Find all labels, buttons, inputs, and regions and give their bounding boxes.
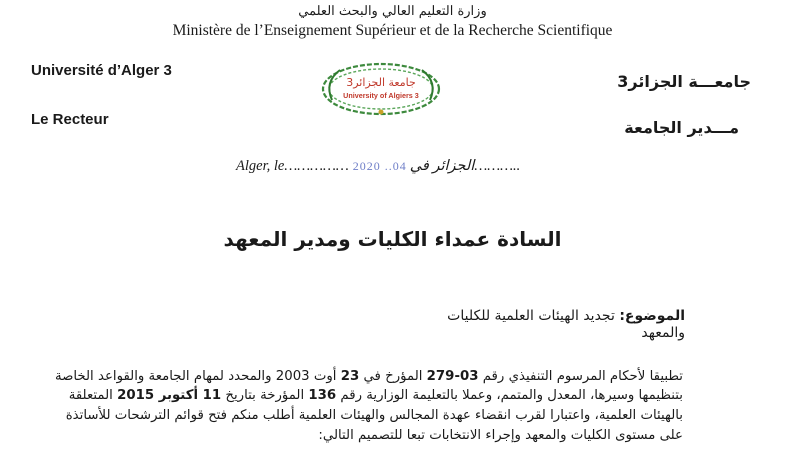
subject-text-continued: والمعهد bbox=[641, 325, 685, 341]
body-paragraph-line: على مستوى الكليات والمعهد وإجراء الانتخابات تبعا للتصميم التالي: bbox=[318, 428, 683, 443]
date-label-fr: Alger, le…………… bbox=[236, 158, 349, 174]
logo-text-ar: جامعة الجزائر3 bbox=[346, 76, 416, 89]
ministry-title-fr: Ministère de l’Enseignement Supérieur et de la Recherche Scientifique bbox=[172, 22, 613, 39]
university-name-ar: جامعـــة الجزائر3 bbox=[617, 72, 751, 91]
date-label-ar: الجزائر في……….. bbox=[409, 158, 521, 174]
body-text: المؤرخة بتاريخ bbox=[221, 388, 309, 403]
subject-line bbox=[447, 308, 685, 324]
instruction-date: 11 أكتوبر 2015 bbox=[117, 388, 222, 403]
instruction-number: 136 bbox=[308, 388, 337, 403]
rector-title-fr: Le Recteur bbox=[31, 111, 109, 128]
body-text: تطبيقا لأحكام المرسوم التنفيذي رقم bbox=[478, 369, 683, 384]
university-logo bbox=[318, 60, 444, 116]
body-text: المتعلقة bbox=[68, 388, 118, 403]
university-name-fr: Université d’Alger 3 bbox=[31, 62, 172, 79]
decree-number: 03-279 bbox=[426, 369, 479, 384]
addressee-heading: السادة عمداء الكليات ومدير المعهد bbox=[223, 227, 562, 251]
ministry-title-ar: وزارة التعليم العالي والبحث العلمي bbox=[298, 4, 487, 19]
body-text: بتنظيمها وسيرها، المعدل والمتمم، وعملا بالتعليمة الوزارية رقم bbox=[336, 388, 683, 403]
logo-text-en: University of Algiers 3 bbox=[343, 91, 419, 100]
body-paragraph-line: بالهيئات العلمية، واعتبارا لقرب انقضاء عهدة المجالس والهيئات العلمية أطلب منكم فتح قوائم الترشحات للأساتذة bbox=[65, 408, 683, 423]
body-text: المؤرخ في bbox=[359, 369, 427, 384]
subject-label: الموضوع: bbox=[619, 308, 685, 324]
date-stamp: 2020 ..04 bbox=[352, 159, 407, 173]
wreath-icon bbox=[323, 64, 439, 115]
date-line bbox=[236, 158, 520, 175]
body-paragraph-line bbox=[54, 367, 683, 386]
decree-day: 23 bbox=[340, 369, 360, 384]
body-paragraph-line bbox=[68, 386, 683, 405]
subject-text: تجديد الهيئات العلمية للكليات bbox=[447, 308, 615, 324]
rector-title-ar: مـــدير الجامعة bbox=[624, 118, 739, 137]
body-text: أوت 2003 والمحدد لمهام الجامعة والقواعد الخاصة bbox=[54, 369, 341, 384]
